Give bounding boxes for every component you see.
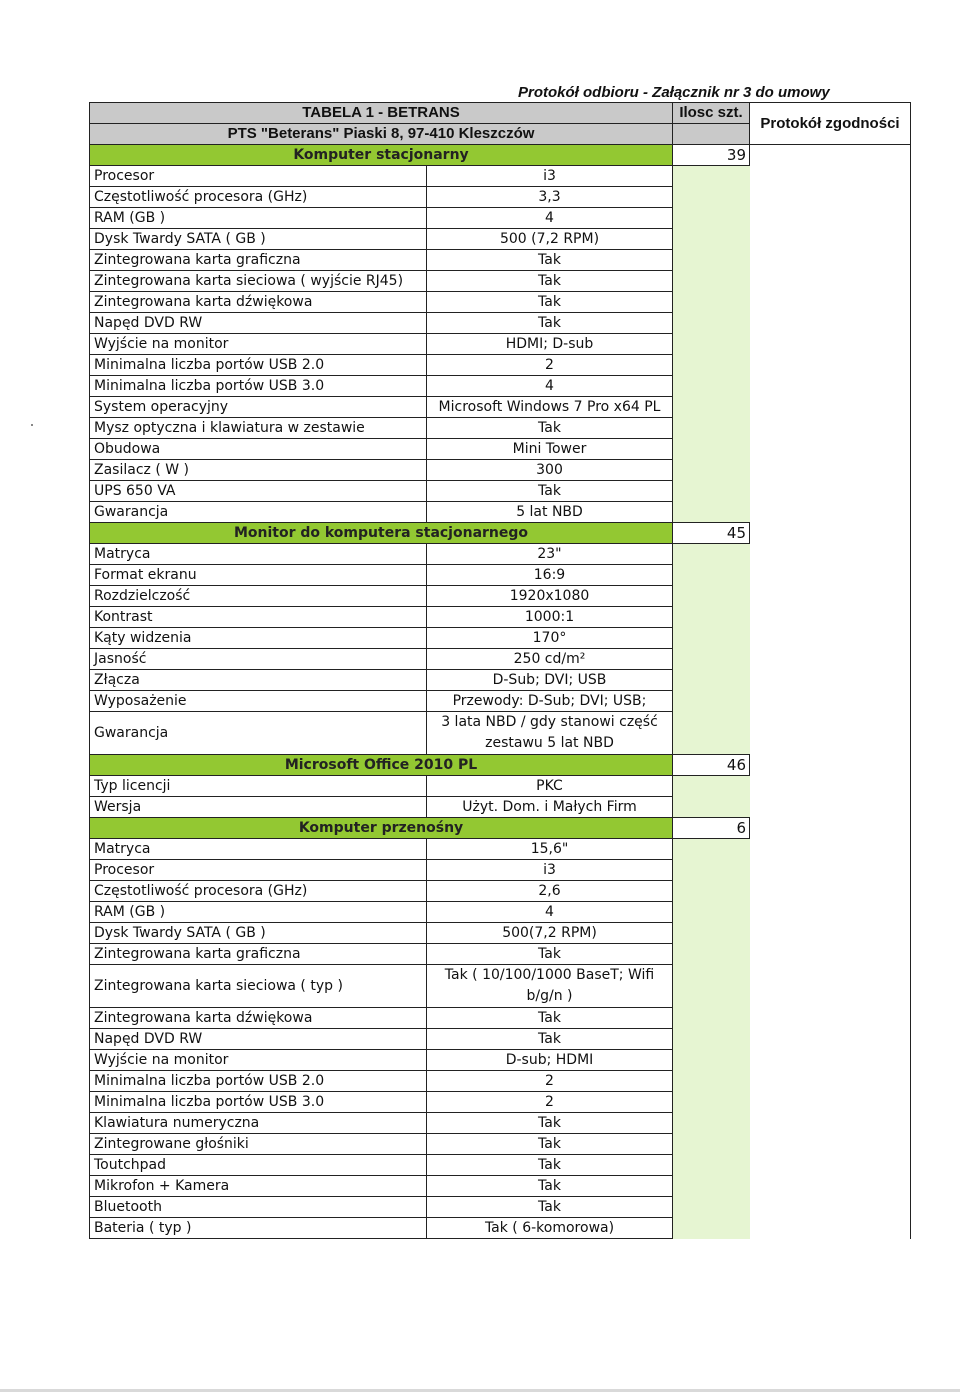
table-row <box>90 229 911 250</box>
table-row <box>90 797 911 818</box>
table-row <box>90 860 911 881</box>
compliance-cell <box>750 208 911 229</box>
compliance-cell <box>750 1029 911 1050</box>
spec-parameter: Wyjście na monitor <box>90 1050 427 1071</box>
spec-value: Użyt. Dom. i Małych Firm <box>427 797 673 818</box>
table-row <box>90 271 911 292</box>
table-row <box>90 187 911 208</box>
quantity-cell <box>673 839 750 860</box>
spec-parameter: Gwarancja <box>90 502 427 523</box>
table-row <box>90 166 911 187</box>
compliance-cell <box>750 1071 911 1092</box>
spec-value: 170° <box>427 628 673 649</box>
compliance-cell <box>750 1197 911 1218</box>
spec-value: Tak <box>427 418 673 439</box>
quantity-cell <box>673 439 750 460</box>
table-row <box>90 397 911 418</box>
spec-value: HDMI; D-sub <box>427 334 673 355</box>
compliance-cell <box>750 166 911 187</box>
section-header-row <box>90 755 911 776</box>
table-row <box>90 292 911 313</box>
quantity-cell <box>673 313 750 334</box>
spec-value: Tak <box>427 1029 673 1050</box>
compliance-cell <box>750 376 911 397</box>
quantity-cell <box>673 1113 750 1134</box>
table-row <box>90 1008 911 1029</box>
spec-value: Microsoft Windows 7 Pro x64 PL <box>427 397 673 418</box>
spec-value: 2 <box>427 355 673 376</box>
spec-parameter: Typ licencji <box>90 776 427 797</box>
compliance-cell <box>750 839 911 860</box>
spec-parameter: UPS 650 VA <box>90 481 427 502</box>
spec-value: Tak <box>427 1113 673 1134</box>
quantity-cell <box>673 776 750 797</box>
quantity-cell <box>673 860 750 881</box>
compliance-cell <box>750 1050 911 1071</box>
spec-value: Tak <box>427 1155 673 1176</box>
table-row <box>90 460 911 481</box>
quantity-cell <box>673 208 750 229</box>
spec-parameter: Wersja <box>90 797 427 818</box>
compliance-cell <box>750 271 911 292</box>
table-row <box>90 586 911 607</box>
table-row <box>90 1050 911 1071</box>
table-row <box>90 313 911 334</box>
spec-parameter: Bluetooth <box>90 1197 427 1218</box>
spec-value: 5 lat NBD <box>427 502 673 523</box>
spec-parameter: Zintegrowana karta dźwiękowa <box>90 292 427 313</box>
section-title: Komputer przenośny <box>90 818 673 839</box>
table-row <box>90 208 911 229</box>
quantity-cell <box>673 1176 750 1197</box>
spec-parameter: Minimalna liczba portów USB 2.0 <box>90 1071 427 1092</box>
spec-parameter: Gwarancja <box>90 712 427 755</box>
spec-parameter: Jasność <box>90 649 427 670</box>
compliance-cell <box>750 944 911 965</box>
quantity-cell <box>673 881 750 902</box>
table-row <box>90 439 911 460</box>
quantity-cell <box>673 292 750 313</box>
compliance-cell <box>750 1008 911 1029</box>
spec-parameter: Zasilacz ( W ) <box>90 460 427 481</box>
spec-parameter: Procesor <box>90 166 427 187</box>
quantity-cell <box>673 376 750 397</box>
compliance-cell <box>750 1218 911 1239</box>
spec-value: D-sub; HDMI <box>427 1050 673 1071</box>
table-row <box>90 1071 911 1092</box>
spec-value: Tak <box>427 250 673 271</box>
spec-parameter: Rozdzielczość <box>90 586 427 607</box>
section-header-row <box>90 145 911 166</box>
quantity-cell <box>673 797 750 818</box>
table-header-row <box>90 103 911 124</box>
quantity-cell <box>673 481 750 502</box>
quantity-cell <box>673 1071 750 1092</box>
spec-value: i3 <box>427 166 673 187</box>
spec-parameter: Dysk Twardy SATA ( GB ) <box>90 923 427 944</box>
spec-parameter: Złącza <box>90 670 427 691</box>
compliance-cell <box>750 187 911 208</box>
spec-parameter: Mikrofon + Kamera <box>90 1176 427 1197</box>
compliance-cell <box>750 776 911 797</box>
table-row <box>90 839 911 860</box>
compliance-cell <box>750 502 911 523</box>
table-row <box>90 670 911 691</box>
compliance-cell <box>750 607 911 628</box>
quantity-cell <box>673 628 750 649</box>
spec-parameter: Zintegrowane głośniki <box>90 1134 427 1155</box>
spec-parameter: System operacyjny <box>90 397 427 418</box>
spec-parameter: Obudowa <box>90 439 427 460</box>
quantity-cell <box>673 965 750 1008</box>
quantity-cell <box>673 334 750 355</box>
page-title: Protokół odbioru - Załącznik nr 3 do umowy <box>518 84 830 101</box>
table-row <box>90 902 911 923</box>
section-header-row <box>90 818 911 839</box>
spec-value: Tak <box>427 292 673 313</box>
quantity-cell <box>673 1029 750 1050</box>
quantity-cell <box>673 355 750 376</box>
quantity-cell <box>673 418 750 439</box>
quantity-cell <box>673 1197 750 1218</box>
compliance-cell <box>750 481 911 502</box>
table-row <box>90 881 911 902</box>
compliance-cell <box>750 1155 911 1176</box>
quantity-cell <box>673 565 750 586</box>
spec-value: Tak ( 6-komorowa) <box>427 1218 673 1239</box>
quantity-cell <box>673 271 750 292</box>
table-row <box>90 649 911 670</box>
table-row <box>90 481 911 502</box>
spec-table <box>89 102 911 1239</box>
spec-value: Tak <box>427 271 673 292</box>
spec-parameter: Wyposażenie <box>90 691 427 712</box>
compliance-cell <box>750 229 911 250</box>
compliance-cell <box>750 586 911 607</box>
compliance-cell <box>750 313 911 334</box>
quantity-cell <box>673 670 750 691</box>
quantity-cell <box>673 649 750 670</box>
table-row <box>90 1029 911 1050</box>
quantity-cell <box>673 1092 750 1113</box>
quantity-cell <box>673 712 750 755</box>
quantity-cell <box>673 586 750 607</box>
table-row <box>90 565 911 586</box>
spec-parameter: Zintegrowana karta sieciowa ( wyjście RJ45) <box>90 271 427 292</box>
spec-value: 2,6 <box>427 881 673 902</box>
compliance-cell <box>750 1134 911 1155</box>
compliance-cell <box>750 797 911 818</box>
compliance-cell <box>750 565 911 586</box>
compliance-cell <box>750 860 911 881</box>
compliance-cell <box>750 292 911 313</box>
compliance-cell <box>750 881 911 902</box>
spec-value: PKC <box>427 776 673 797</box>
compliance-cell <box>750 397 911 418</box>
spec-parameter: Zintegrowana karta dźwiękowa <box>90 1008 427 1029</box>
spec-parameter: Toutchpad <box>90 1155 427 1176</box>
compliance-cell <box>750 439 911 460</box>
table-row <box>90 944 911 965</box>
quantity-cell <box>673 544 750 565</box>
table-row <box>90 1218 911 1239</box>
compliance-cell <box>750 250 911 271</box>
spec-value: 300 <box>427 460 673 481</box>
quantity-cell <box>673 1134 750 1155</box>
spec-value: 500(7,2 RPM) <box>427 923 673 944</box>
spec-value: Tak <box>427 1197 673 1218</box>
compliance-cell <box>750 1113 911 1134</box>
section-compliance-cell <box>750 145 911 166</box>
spec-parameter: Matryca <box>90 839 427 860</box>
compliance-cell <box>750 355 911 376</box>
compliance-cell <box>750 460 911 481</box>
section-quantity: 45 <box>673 523 750 544</box>
quantity-cell <box>673 460 750 481</box>
spec-value: 1920x1080 <box>427 586 673 607</box>
section-header-row <box>90 523 911 544</box>
section-compliance-cell <box>750 818 911 839</box>
quantity-cell <box>673 607 750 628</box>
compliance-cell <box>750 923 911 944</box>
spec-parameter: Zintegrowana karta graficzna <box>90 944 427 965</box>
spec-value: Mini Tower <box>427 439 673 460</box>
scan-edge-line <box>0 1389 960 1392</box>
spec-parameter: RAM (GB ) <box>90 208 427 229</box>
spec-parameter: Napęd DVD RW <box>90 1029 427 1050</box>
spec-parameter: Procesor <box>90 860 427 881</box>
section-quantity: 6 <box>673 818 750 839</box>
spec-parameter: Minimalna liczba portów USB 3.0 <box>90 376 427 397</box>
spec-parameter: Matryca <box>90 544 427 565</box>
table-location: PTS "Beterans" Piaski 8, 97-410 Kleszczów <box>90 124 673 145</box>
spec-value: 3,3 <box>427 187 673 208</box>
quantity-cell <box>673 187 750 208</box>
spec-value: i3 <box>427 860 673 881</box>
quantity-cell <box>673 1218 750 1239</box>
table-row <box>90 418 911 439</box>
table-row <box>90 1176 911 1197</box>
spec-value: 15,6" <box>427 839 673 860</box>
spec-parameter: Kąty widzenia <box>90 628 427 649</box>
compliance-cell <box>750 544 911 565</box>
compliance-cell <box>750 670 911 691</box>
quantity-cell <box>673 250 750 271</box>
section-title: Komputer stacjonarny <box>90 145 673 166</box>
spec-parameter: Kontrast <box>90 607 427 628</box>
spec-value: Przewody: D-Sub; DVI; USB; <box>427 691 673 712</box>
spec-value: Tak ( 10/100/1000 BaseT; Wifi b/g/n ) <box>427 965 673 1008</box>
spec-value: 500 (7,2 RPM) <box>427 229 673 250</box>
quantity-cell <box>673 1008 750 1029</box>
scan-speck <box>31 424 33 426</box>
table-title: TABELA 1 - BETRANS <box>90 103 673 124</box>
spec-value: 2 <box>427 1092 673 1113</box>
spec-value: Tak <box>427 1134 673 1155</box>
spec-value: 1000:1 <box>427 607 673 628</box>
spec-parameter: Napęd DVD RW <box>90 313 427 334</box>
spec-parameter: Minimalna liczba portów USB 2.0 <box>90 355 427 376</box>
quantity-cell <box>673 691 750 712</box>
compliance-cell <box>750 965 911 1008</box>
spec-parameter: Minimalna liczba portów USB 3.0 <box>90 1092 427 1113</box>
spec-parameter: Wyjście na monitor <box>90 334 427 355</box>
quantity-header-blank <box>673 124 750 145</box>
spec-parameter: Bateria ( typ ) <box>90 1218 427 1239</box>
quantity-header: Ilosc szt. <box>673 103 750 124</box>
table-row <box>90 544 911 565</box>
compliance-cell <box>750 712 911 755</box>
compliance-cell <box>750 418 911 439</box>
table-row <box>90 607 911 628</box>
spec-value: 23" <box>427 544 673 565</box>
compliance-cell <box>750 691 911 712</box>
spec-parameter: Format ekranu <box>90 565 427 586</box>
spec-value: 2 <box>427 1071 673 1092</box>
table-row <box>90 776 911 797</box>
section-compliance-cell <box>750 755 911 776</box>
compliance-cell <box>750 1176 911 1197</box>
spec-parameter: RAM (GB ) <box>90 902 427 923</box>
table-row <box>90 376 911 397</box>
spec-parameter: Dysk Twardy SATA ( GB ) <box>90 229 427 250</box>
compliance-cell <box>750 1092 911 1113</box>
spec-parameter: Zintegrowana karta sieciowa ( typ ) <box>90 965 427 1008</box>
table-row <box>90 1197 911 1218</box>
table-row <box>90 923 911 944</box>
quantity-cell <box>673 229 750 250</box>
quantity-cell <box>673 902 750 923</box>
quantity-cell <box>673 944 750 965</box>
table-row <box>90 1134 911 1155</box>
table-row <box>90 355 911 376</box>
spec-sheet <box>89 102 911 1239</box>
spec-value: 4 <box>427 208 673 229</box>
spec-value: Tak <box>427 1176 673 1197</box>
table-row <box>90 334 911 355</box>
quantity-cell <box>673 397 750 418</box>
table-row <box>90 1113 911 1134</box>
spec-parameter: Częstotliwość procesora (GHz) <box>90 881 427 902</box>
spec-parameter: Częstotliwość procesora (GHz) <box>90 187 427 208</box>
spec-parameter: Zintegrowana karta graficzna <box>90 250 427 271</box>
compliance-cell <box>750 334 911 355</box>
spec-value: 4 <box>427 376 673 397</box>
spec-parameter: Mysz optyczna i klawiatura w zestawie <box>90 418 427 439</box>
quantity-cell <box>673 166 750 187</box>
compliance-cell <box>750 649 911 670</box>
table-row <box>90 628 911 649</box>
section-title: Monitor do komputera stacjonarnego <box>90 523 673 544</box>
table-row <box>90 250 911 271</box>
section-compliance-cell <box>750 523 911 544</box>
spec-parameter: Klawiatura numeryczna <box>90 1113 427 1134</box>
spec-value: Tak <box>427 944 673 965</box>
spec-value: 16:9 <box>427 565 673 586</box>
compliance-cell <box>750 628 911 649</box>
quantity-cell <box>673 1050 750 1071</box>
spec-value: Tak <box>427 1008 673 1029</box>
table-row <box>90 1155 911 1176</box>
spec-value: 3 lata NBD / gdy stanowi część zestawu 5 lat NBD <box>427 712 673 755</box>
table-row <box>90 691 911 712</box>
table-row <box>90 965 911 1008</box>
spec-value: Tak <box>427 313 673 334</box>
quantity-cell <box>673 502 750 523</box>
compliance-header: Protokół zgodności <box>750 103 911 145</box>
table-row <box>90 712 911 755</box>
spec-value: 4 <box>427 902 673 923</box>
quantity-cell <box>673 1155 750 1176</box>
spec-value: Tak <box>427 481 673 502</box>
section-quantity: 46 <box>673 755 750 776</box>
table-row <box>90 1092 911 1113</box>
table-row <box>90 502 911 523</box>
section-quantity: 39 <box>673 145 750 166</box>
quantity-cell <box>673 923 750 944</box>
spec-value: 250 cd/m² <box>427 649 673 670</box>
spec-value: D-Sub; DVI; USB <box>427 670 673 691</box>
compliance-cell <box>750 902 911 923</box>
section-title: Microsoft Office 2010 PL <box>90 755 673 776</box>
